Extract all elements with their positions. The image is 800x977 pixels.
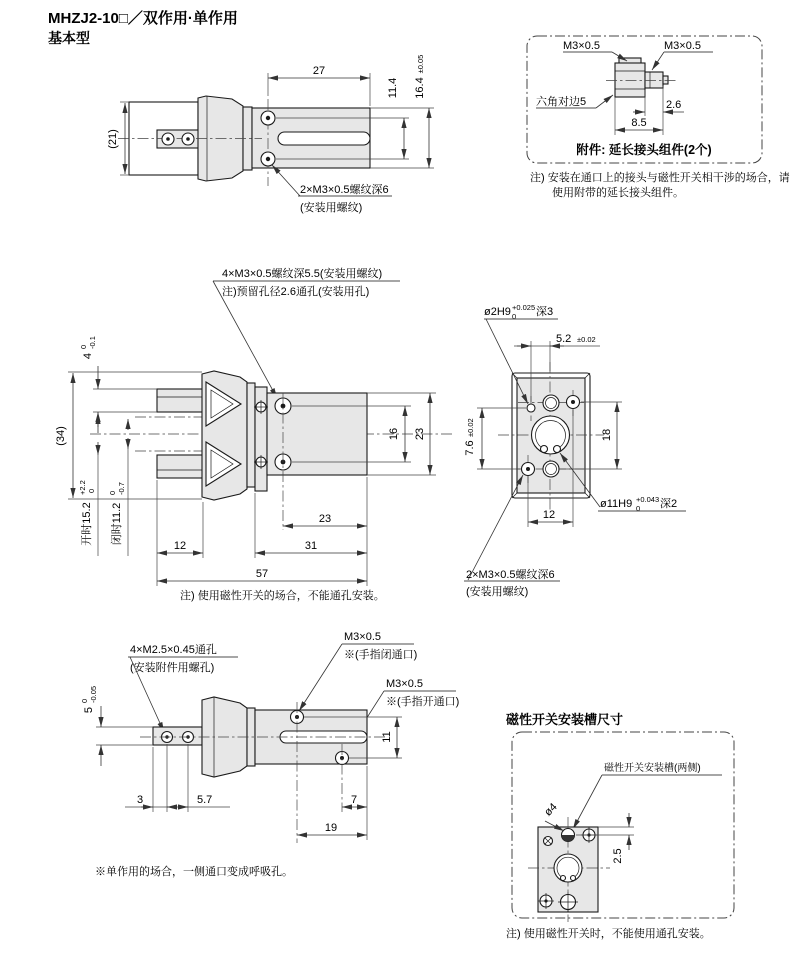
pin-hole-tol-top: +0.025: [512, 303, 536, 312]
switch-slot: [278, 132, 370, 145]
svg-text:7.6: 7.6: [464, 440, 476, 456]
dim-2-6: 2.6: [666, 99, 682, 111]
bottom-view-note: ※单作用的场合，一侧通口变成呼吸孔。: [95, 866, 293, 878]
dim-31: 31: [304, 540, 318, 552]
svg-text:-0.05: -0.05: [89, 685, 98, 703]
pin-hole-label: ø2H9: [484, 306, 511, 318]
switch-box-note: 注) 使用磁性开关时，不能使用通孔安装。: [506, 928, 711, 940]
dim-2-5: 2.5: [612, 848, 624, 864]
front-view-note: 注) 使用磁性开关的场合，不能通孔安装。: [180, 590, 385, 602]
switch-view-bore: [554, 854, 582, 882]
dim-16-4-tol: ±0.05: [416, 54, 425, 74]
svg-text:+2.2: +2.2: [78, 480, 87, 495]
port-open-label-line2: ※(手指开通口): [386, 696, 460, 708]
end-thread-note-line2: (安装用螺纹): [466, 586, 529, 598]
dim-57: 57: [255, 568, 269, 580]
dim-23-vert: 23: [414, 427, 426, 441]
bore-depth: 深2: [660, 498, 678, 510]
dim-27: 27: [312, 65, 326, 77]
dim-16: 16: [388, 427, 400, 441]
page-header: [48, 9, 238, 46]
fitting-hex-body: [615, 63, 645, 97]
attachment-note-line1: 注) 安装在通口上的接头与磁性开关相干涉的场合，请: [530, 172, 790, 184]
end-thread-note-line1: 2×M3×0.5螺纹深6: [466, 569, 555, 581]
page-title: MHZJ2-10□／双作用·单作用: [48, 10, 238, 27]
dim-5: [80, 686, 98, 713]
switch-groove-box: [506, 712, 734, 940]
finger-plate-side: [153, 727, 202, 745]
bore-tol-top: +0.043: [636, 495, 660, 504]
fitting-stud: [645, 72, 663, 88]
dim-open: [78, 480, 96, 546]
dim-8-5: 8.5: [631, 117, 647, 129]
bore-tol-bot: 0: [636, 504, 641, 513]
svg-text:0: 0: [108, 490, 117, 495]
front-leader-line1: 4×M3×0.5螺纹深5.5(安装用螺纹): [222, 268, 383, 280]
dim-d4: ø4: [542, 801, 560, 819]
port-open-label-line1: M3×0.5: [386, 678, 423, 690]
switch-box-title: 磁性开关安装槽尺寸: [506, 712, 624, 727]
front-leader-line2: 注)预留孔径2.6通孔(安装用孔): [222, 286, 370, 298]
svg-text:闭时11.2: 闭时11.2: [111, 502, 123, 546]
dim-18: 18: [601, 428, 613, 442]
svg-text:4: 4: [82, 352, 94, 360]
finger-bottom: [157, 455, 203, 478]
dim-4: [79, 336, 97, 359]
svg-text:0: 0: [79, 344, 88, 349]
attachment-box: [527, 36, 790, 199]
center-bore: [532, 416, 570, 454]
svg-text:-0.7: -0.7: [117, 482, 126, 495]
through-hole-label-line2: (安装附件用螺孔): [130, 662, 215, 674]
pin-hole-depth: 深3: [536, 306, 554, 318]
finger-top: [157, 389, 203, 412]
svg-text:0: 0: [80, 698, 89, 703]
dim-19: 19: [324, 822, 338, 834]
dim-closed: [108, 482, 126, 545]
through-hole-label-line1: 4×M2.5×0.45通孔: [130, 644, 217, 656]
dim-7: 7: [350, 794, 358, 806]
port-close-label-line1: M3×0.5: [344, 631, 381, 643]
dim-11: 11: [381, 731, 393, 743]
front-view: [55, 266, 455, 602]
dim-7-6: [464, 418, 476, 455]
dim-3: 3: [136, 794, 144, 806]
front-ring: [247, 383, 255, 487]
dim-5-7: 5.7: [197, 794, 213, 806]
dim-5-2-tol: ±0.02: [577, 335, 596, 344]
port-end-view: [464, 303, 686, 598]
dim-12: 12: [173, 540, 187, 552]
attachment-caption: 附件: 延长接头组件(2个): [576, 143, 712, 157]
bottom-side-view: [80, 631, 459, 878]
attachment-note-line2: 使用附带的延长接头组件。: [552, 187, 684, 199]
m3-label-left: M3×0.5: [563, 40, 600, 52]
svg-text:±0.02: ±0.02: [466, 418, 475, 437]
top-side-view: [107, 55, 434, 214]
dim-21: (21): [107, 129, 119, 149]
pin-hole: [527, 404, 535, 412]
port-close-label-line2: ※(手指闭通口): [344, 649, 418, 661]
page-subtitle: 基本型: [48, 30, 90, 46]
dim-23-horiz: 23: [318, 513, 332, 525]
svg-text:0: 0: [87, 488, 96, 493]
thread-note-line1: 2×M3×0.5螺纹深6: [300, 184, 389, 196]
hex-flats-label: 六角对边5: [536, 96, 587, 108]
dim-12-end: 12: [542, 509, 556, 521]
dim-16-4: 16.4: [414, 77, 426, 99]
groove-label: 磁性开关安装槽(两侧): [604, 763, 701, 774]
bore-label: ø11H9: [600, 498, 633, 510]
thread-note-line2: (安装用螺纹): [300, 202, 363, 214]
svg-text:5: 5: [83, 706, 95, 714]
dim-11-4: 11.4: [387, 77, 399, 99]
fitting-tip: [663, 76, 668, 84]
dim-34: (34): [55, 426, 67, 446]
svg-text:-0.1: -0.1: [88, 336, 97, 349]
dim-5-2: 5.2: [556, 333, 572, 345]
svg-text:开时15.2: 开时15.2: [81, 502, 93, 546]
pin-hole-tol-bot: 0: [512, 312, 517, 321]
m3-label-right: M3×0.5: [664, 40, 701, 52]
